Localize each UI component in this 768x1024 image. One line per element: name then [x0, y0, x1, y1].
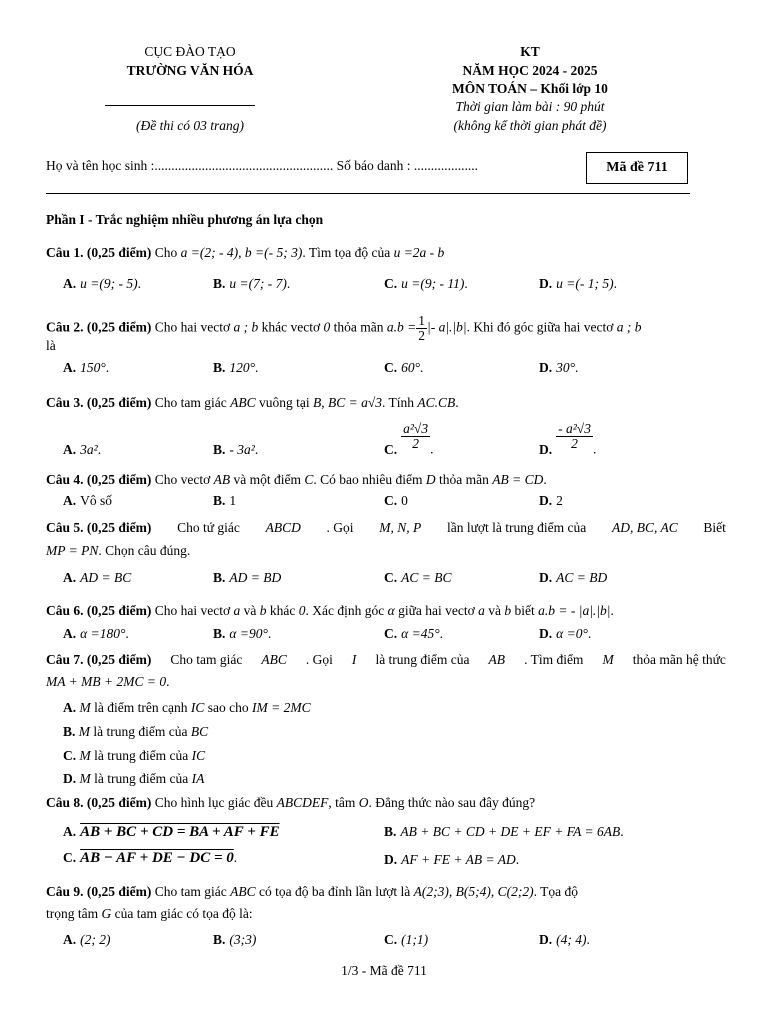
question-5-cont: MP = PN. Chọn câu đúng.	[46, 543, 191, 558]
option-a[interactable]: A. 150°.	[63, 360, 110, 375]
question-1-options	[0, 276, 768, 296]
subject-grade: MÔN TOÁN – Khối lớp 10	[452, 81, 608, 96]
question-8: Câu 8. (0,25 điểm) Cho hình lục giác đều ABCDEF, tâm O. Đẳng thức nào sau đây đúng?	[46, 795, 536, 810]
question-7-cont: MA + MB + 2MC = 0.	[46, 674, 170, 689]
option-b[interactable]: B. α =90°.	[213, 626, 272, 641]
option-d[interactable]: D. u =(- 1; 5).	[539, 276, 617, 291]
option-d[interactable]: D. 30°.	[539, 360, 579, 375]
option-a[interactable]: A. 3a².	[63, 442, 102, 457]
option-c[interactable]: C. AB − AF + DE − DC = 0.	[63, 850, 238, 866]
question-5-options	[0, 570, 768, 590]
option-c[interactable]: C. u =(9; - 11).	[384, 276, 468, 291]
option-d[interactable]: D. AF + FE + AB = AD.	[384, 852, 520, 867]
question-5: Câu 5. (0,25 điểm) Cho tứ giác ABCD . Gọi M, N, P lần lượt là trung điểm của AD, BC, AC Biết	[46, 520, 726, 535]
school-year: NĂM HỌC 2024 - 2025	[462, 63, 598, 78]
option-a[interactable]: A. u =(9; - 5).	[63, 276, 141, 291]
option-a[interactable]: A. (2; 2)	[63, 932, 111, 947]
question-4: Câu 4. (0,25 điểm) Cho vectơ AB và một điểm C. Có bao nhiêu điểm D thỏa mãn AB = CD.	[46, 472, 547, 487]
header-rule	[46, 193, 690, 194]
option-c[interactable]: C. 0	[384, 493, 408, 508]
option-b[interactable]: B. u =(7; - 7).	[213, 276, 291, 291]
section-title: Phần I - Trắc nghiệm nhiều phương án lựa chọn	[46, 212, 324, 227]
question-2-cont: là	[46, 338, 56, 353]
page-count-note: (Đề thi có 03 trang)	[136, 118, 244, 133]
option-b[interactable]: B. (3;3)	[213, 932, 257, 947]
option-d[interactable]: D. AC = BD	[539, 570, 608, 585]
option-c[interactable]: C. α =45°.	[384, 626, 443, 641]
option-b[interactable]: B. 1	[213, 493, 237, 508]
q7-option-b[interactable]: B. M là trung điểm của BC	[63, 724, 209, 739]
page-footer: 1/3 - Mã đề 711	[341, 963, 427, 978]
duration-note: (không kể thời gian phát đề)	[453, 118, 607, 133]
option-c[interactable]: C. (1;1)	[384, 932, 429, 947]
question-2: Câu 2. (0,25 điểm) Cho hai vectơ a ; b khác vectơ 0 thỏa mãn a.b = $\frac{1}{2}$ |- a|.|b|. Khi đó góc giữa hai vectơ a ; b	[46, 313, 642, 343]
option-d[interactable]: D. 2	[539, 493, 563, 508]
question-8-options	[0, 820, 768, 870]
q7-option-d[interactable]: D. M là trung điểm của IA	[63, 771, 205, 786]
option-a[interactable]: A. α =180°.	[63, 626, 129, 641]
option-d[interactable]: D. (4; 4).	[539, 932, 590, 947]
option-a[interactable]: A. Vô số	[63, 493, 113, 508]
question-7: Câu 7. (0,25 điểm) Cho tam giác ABC . Gọi I là trung điểm của AB . Tìm điểm M thỏa mãn hệ thức	[46, 652, 726, 667]
option-b[interactable]: B. - 3a².	[213, 442, 259, 457]
exam-code-box: Mã đề 711	[586, 152, 688, 184]
option-b[interactable]: B. AD = BD	[213, 570, 282, 585]
option-d[interactable]: D. α =0°.	[539, 626, 592, 641]
question-6-options	[0, 626, 768, 646]
question-9: Câu 9. (0,25 điểm) Cho tam giác ABC có tọa độ ba đỉnh lần lượt là A(2;3), B(5;4), C(2;2). Tọa độ	[46, 884, 578, 899]
option-d[interactable]: D. $\frac{\text{- a²√3}}{2}$ .	[539, 421, 597, 457]
question-4-options	[0, 493, 768, 513]
question-1: Câu 1. (0,25 điểm) Cho a =(2; - 4), b =(- 5; 3). Tìm tọa độ của u =2a - b	[46, 245, 445, 260]
school-department: CỤC ĐÀO TẠO	[144, 44, 236, 59]
option-b[interactable]: B. AB + BC + CD + DE + EF + FA = 6AB.	[384, 824, 624, 839]
option-b[interactable]: B. 120°.	[213, 360, 259, 375]
question-3-options	[0, 420, 768, 464]
header-divider-left	[105, 105, 255, 106]
option-c[interactable]: C. AC = BC	[384, 570, 452, 585]
question-9-options	[0, 932, 768, 952]
question-6: Câu 6. (0,25 điểm) Cho hai vectơ a và b khác 0. Xác định góc α giữa hai vectơ a và b biết a.b = - |a|.|b|.	[46, 603, 614, 618]
option-a[interactable]: A. AB + BC + CD = BA + AF + FE	[63, 824, 280, 840]
option-a[interactable]: A. AD = BC	[63, 570, 132, 585]
exam-type: KT	[520, 44, 540, 59]
q7-option-a[interactable]: A. M là điểm trên cạnh IC sao cho IM = 2MC	[63, 700, 311, 715]
question-9-cont: trọng tâm G của tam giác có tọa độ là:	[46, 906, 253, 921]
duration: Thời gian làm bài : 90 phút	[455, 99, 605, 114]
option-c[interactable]: C. 60°.	[384, 360, 424, 375]
question-2-options	[0, 360, 768, 380]
q7-option-c[interactable]: C. M là trung điểm của IC	[63, 748, 206, 763]
student-name-field: Họ và tên học sinh :..................................................... Số báo danh : ...................	[46, 158, 478, 173]
school-name: TRƯỜNG VĂN HÓA	[126, 63, 254, 78]
question-3: Câu 3. (0,25 điểm) Cho tam giác ABC vuông tại B, BC = a√3. Tính AC.CB.	[46, 395, 459, 410]
option-c[interactable]: C. $\frac{\text{a²√3}}{2}$ .	[384, 421, 434, 457]
